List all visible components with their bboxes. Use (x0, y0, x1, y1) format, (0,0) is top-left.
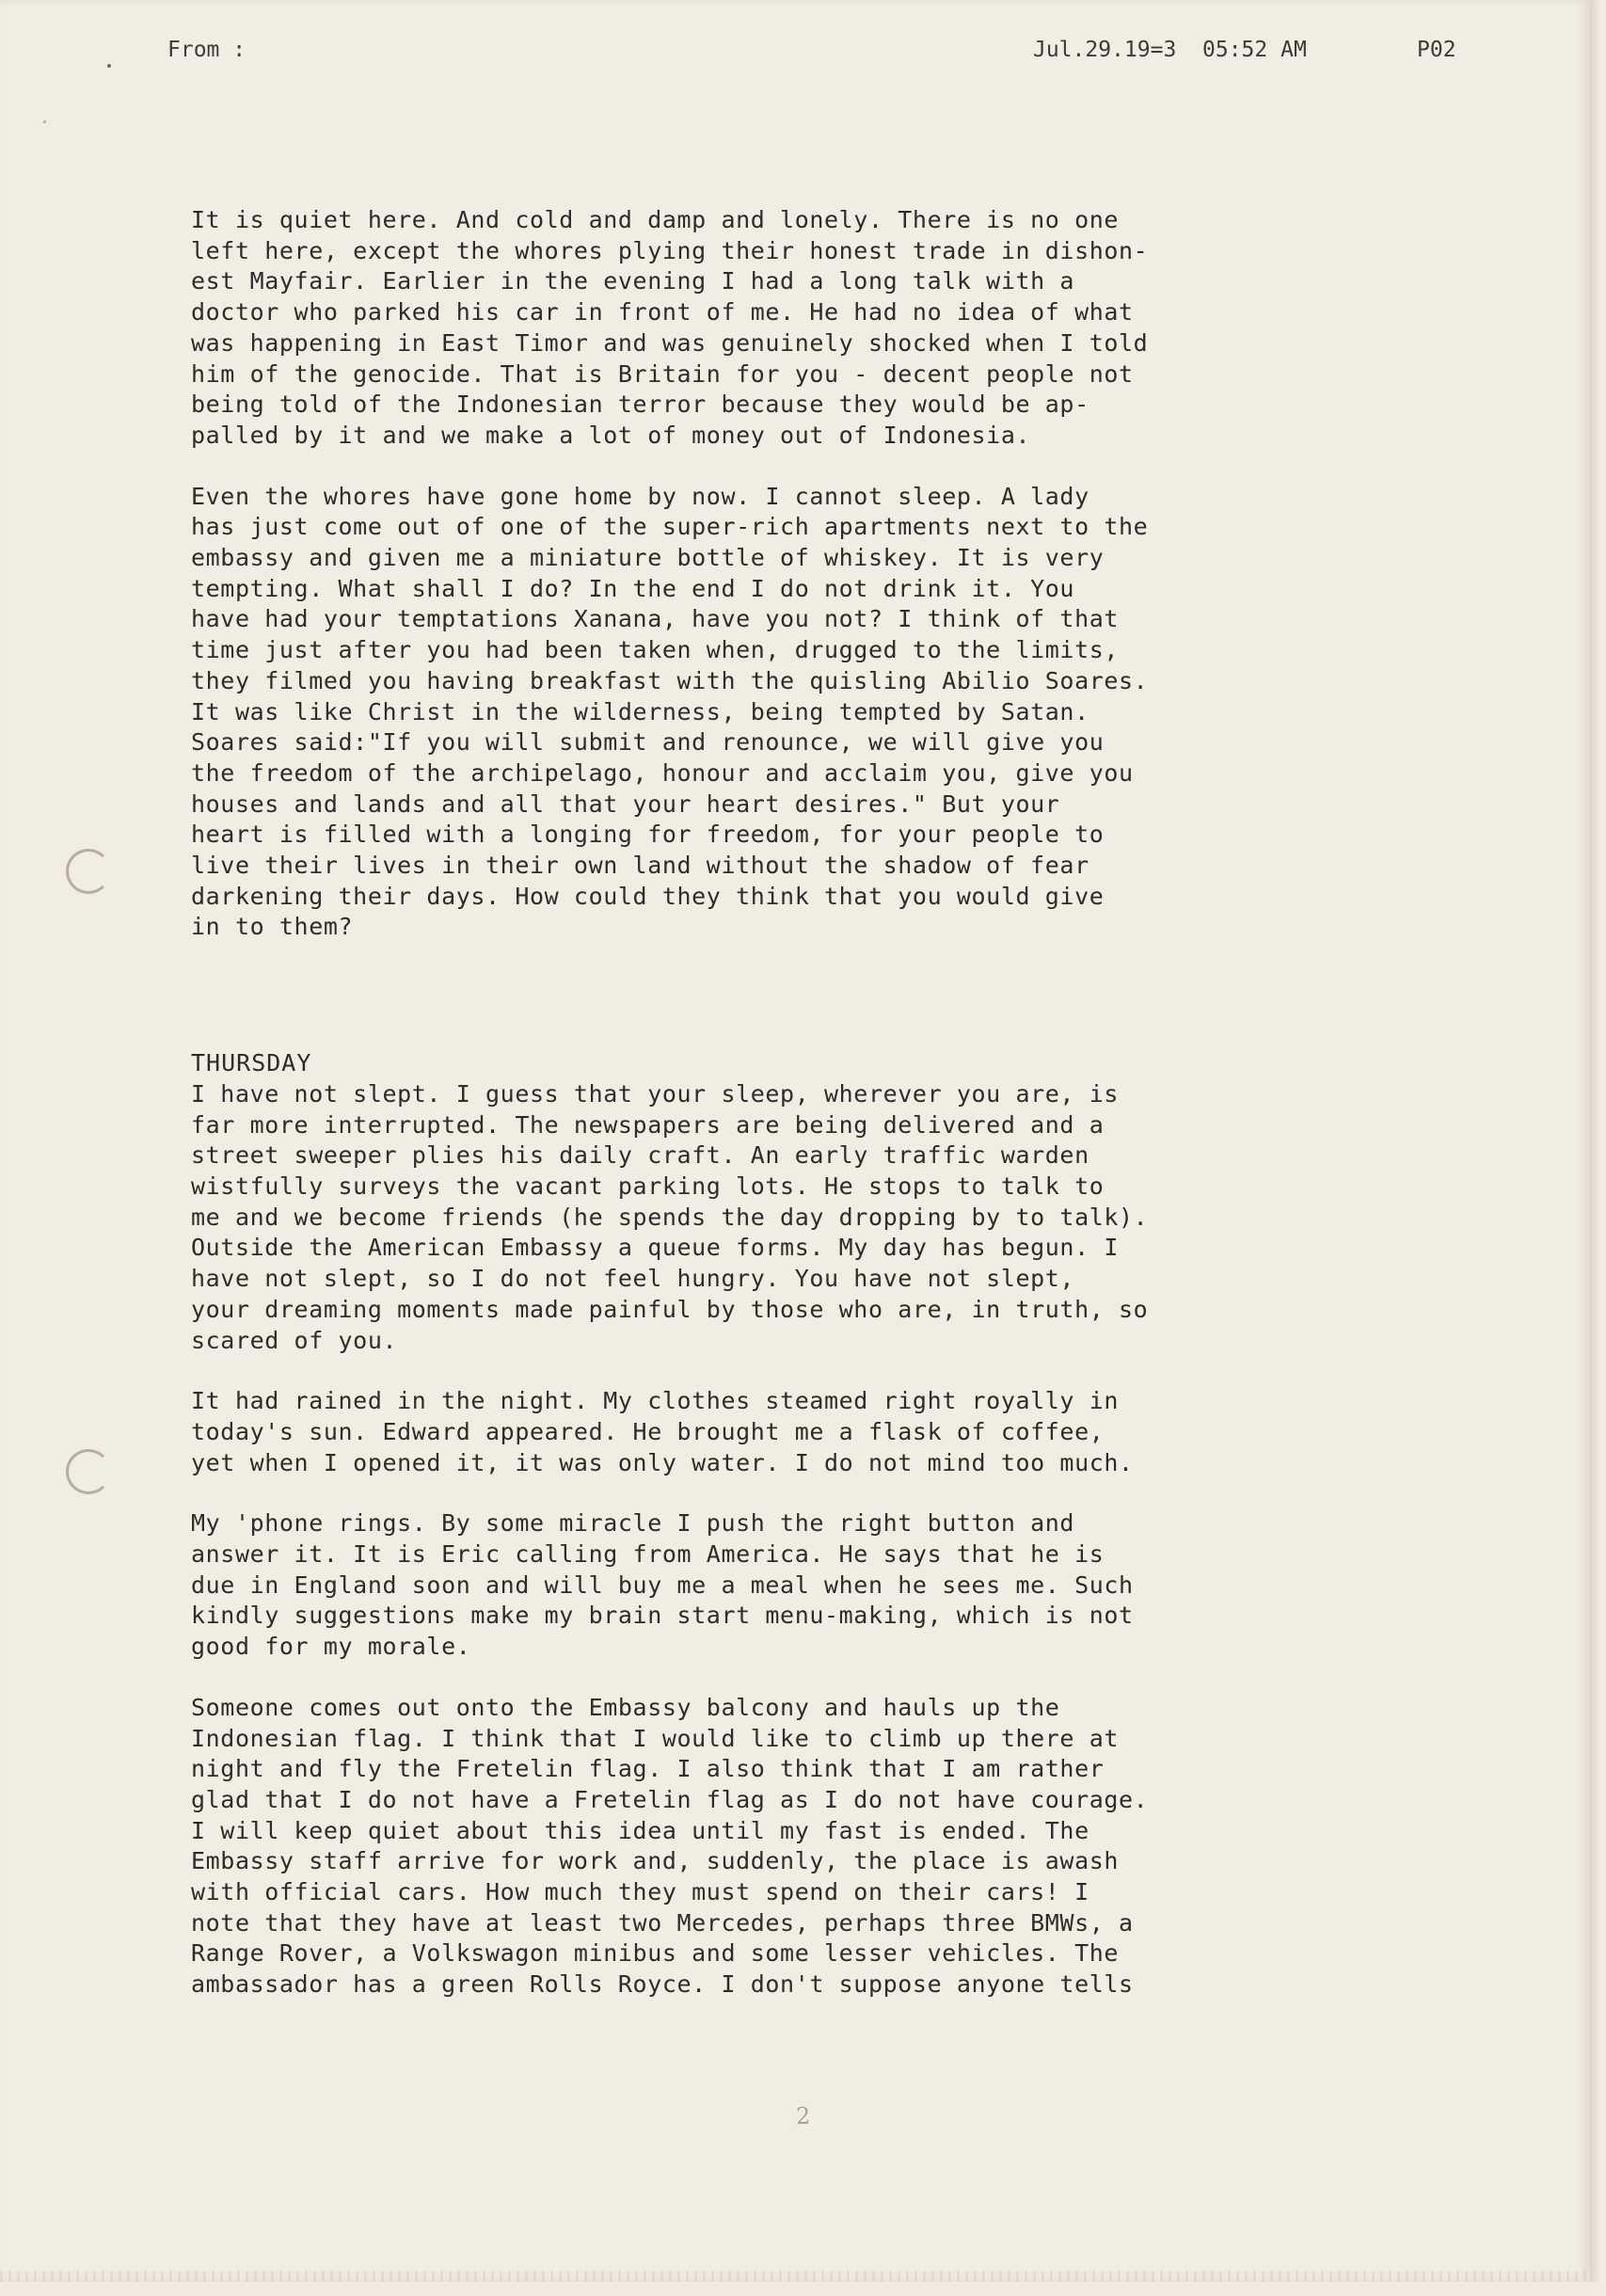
fax-timestamp: Jul.29.19=3 05:52 AM (1033, 38, 1307, 62)
page-number: 2 (796, 2103, 811, 2129)
fax-from-label: From : (167, 38, 246, 62)
letter-body (191, 205, 1442, 2031)
punch-hole (66, 1449, 111, 1494)
fax-header (167, 38, 1466, 66)
fax-page-code: P02 (1417, 38, 1456, 62)
paragraph: Even the whores have gone home by now. I cannot sleep. A lady has just come out of one of the super-rich apartments next to the embassy and given me a miniature bottle of whiskey. It is very tempting. What shall I do? In the end I do not drink it. You have had your temptations Xanana, have you not? I think of that time just after you had been taken when, drugged to the limits, they filmed you having breakfast with the quisling Abilio Soares. It was like Christ in the wilderness, being tempted by Satan. Soares said:"If you will submit and renounce, we will give you the freedom of the archipelago, honour and acclaim you, give you houses and lands and all that your heart desires." But your heart is filled with a longing for freedom, for your people to live their lives in their own land without the shadow of fear darkening their days. How could they think that you would give in to them? (191, 482, 1149, 941)
scan-smudge (107, 64, 111, 68)
paragraph: My 'phone rings. By some miracle I push the right button and answer it. It is Eric calling from America. He says that he is due in England soon and will buy me a meal when he sees me. Such kindly suggestions make my brain start menu-making, which is not good for my morale. (191, 1509, 1134, 1661)
scan-edge-noise (0, 2271, 1590, 2282)
paragraph: It is quiet here. And cold and damp and lonely. There is no one left here, except the whores plying their honest trade in dishon- est Mayfair. Earlier in the evening I had a long talk with a doctor who parked his car in front of me. He had no idea of what was happening in East Timor and was genuinely shocked when I told him of the genocide. That is Britain for you - decent people not being told of the Indonesian terror because they would be ap- palled by it and we make a lot of money out of Indonesia. (191, 206, 1149, 449)
scan-smudge (43, 120, 46, 123)
punch-hole (66, 849, 111, 894)
paragraph: It had rained in the night. My clothes steamed right royally in today's sun. Edward appeared. He brought me a flask of coffee, yet when I opened it, it was only water. I do not mind too much. (191, 1387, 1134, 1476)
paragraph: I have not slept. I guess that your sleep, wherever you are, is far more interrupted. The newspapers are being delivered and a street sweeper plies his daily craft. An early traffic warden wistfully surveys the vacant parking lots. He stops to talk to me and we become friends (he spends the day dropping by to talk). Outside the American Embassy a queue forms. My day has begun. I have not slept, so I do not feel hungry. You have not slept, your dreaming moments made painful by those who are, in truth, so scared of you. (191, 1079, 1149, 1354)
paragraph: Someone comes out onto the Embassy balcony and hauls up the Indonesian flag. I think that I would like to climb up there at night and fly the Fretelin flag. I also think that I am rather glad that I do not have a Fretelin flag as I do not have courage. I will keep quiet about this idea until my fast is ended. The Embassy staff arrive for work and, suddenly, the place is awash with official cars. How much they must spend on their cars! I note that they have at least two Mercedes, perhaps three BMWs, a Range Rover, a Volkswagon minibus and some lesser vehicles. The ambassador has a green Rolls Royce. I don't suppose anyone tells (191, 1693, 1149, 1999)
section-heading: THURSDAY (191, 1049, 312, 1077)
